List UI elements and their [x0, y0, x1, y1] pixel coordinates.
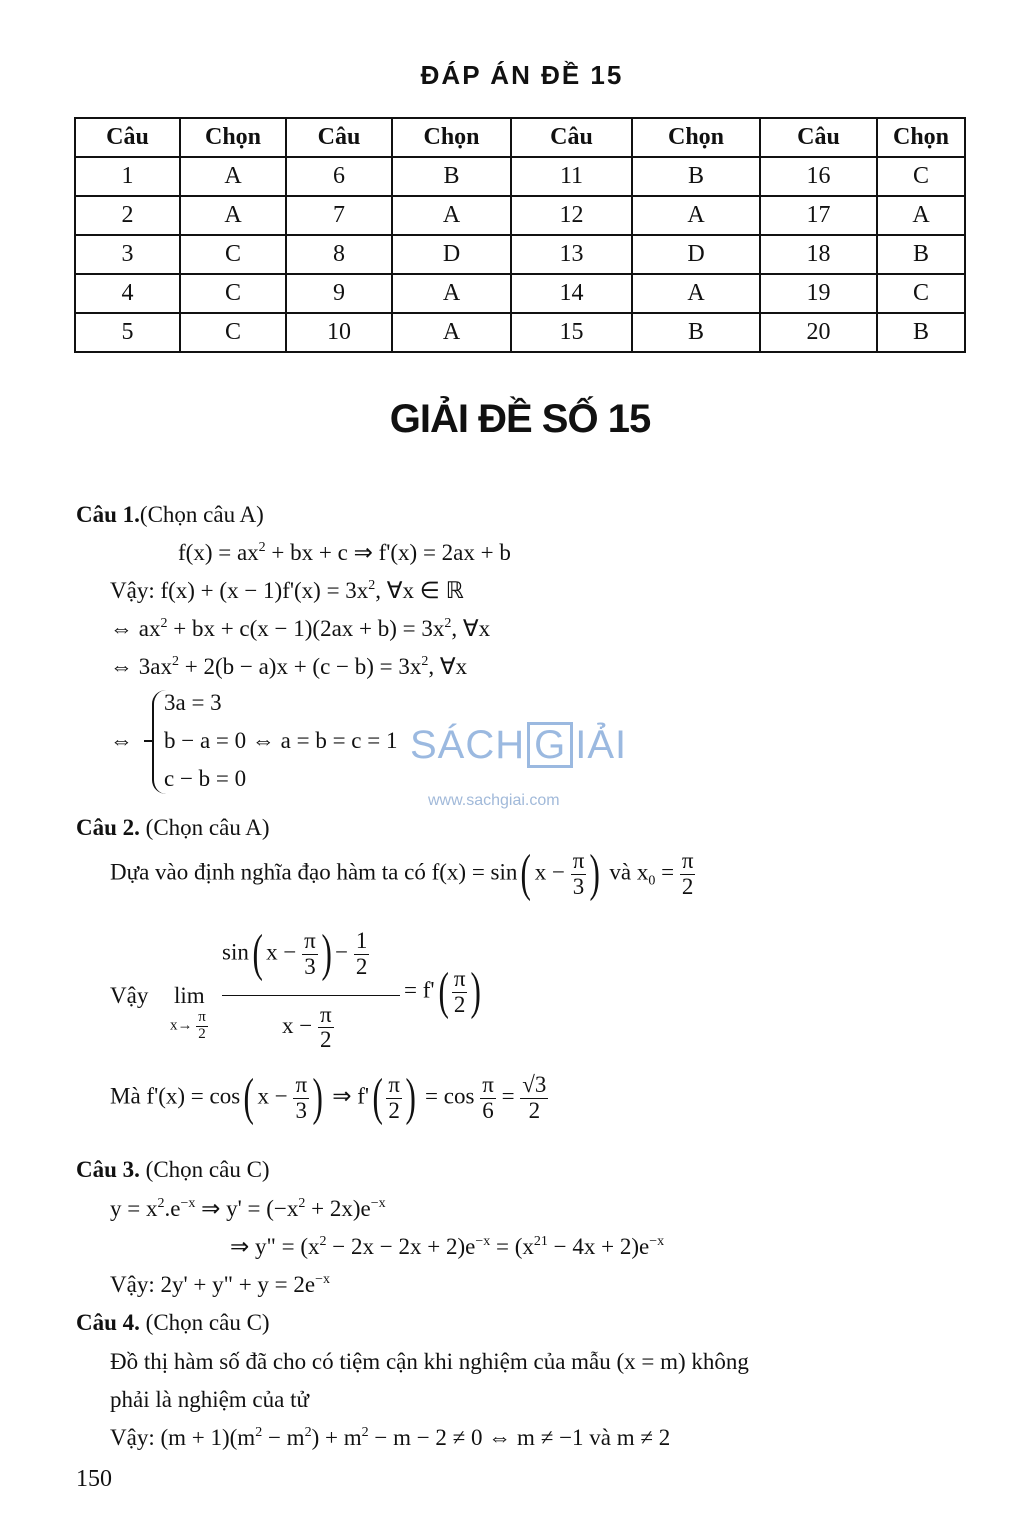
- q1-line-4-c: , ∀x: [428, 654, 468, 679]
- q1-system-1: 3a = 3: [164, 690, 222, 715]
- subscript: 0: [648, 873, 656, 889]
- q2-lim-result: [404, 963, 485, 1020]
- table-row: [75, 196, 965, 235]
- q4-text: Vậy: (m + 1)(m: [110, 1425, 256, 1450]
- q2-text: x −: [534, 859, 565, 885]
- watermark-logo: [410, 722, 627, 768]
- q4-label: Câu 4.: [76, 1310, 140, 1335]
- q4-text: ) + m: [311, 1425, 362, 1450]
- numerator: π: [482, 1072, 494, 1098]
- superscript: −x: [315, 1272, 331, 1287]
- header-cell: Câu: [511, 118, 632, 157]
- table-cell: D: [632, 235, 760, 274]
- table-cell: B: [877, 235, 965, 274]
- q3-text: + 2x)e: [305, 1196, 371, 1221]
- q1-line-4-a: ⇔ 3ax: [110, 654, 172, 679]
- denominator: 2: [196, 1026, 208, 1043]
- q1-system-equiv: ⇔: [110, 728, 133, 753]
- q3-heading: [76, 1157, 270, 1183]
- table-cell: A: [632, 274, 760, 313]
- paren-left: (: [243, 1069, 255, 1126]
- numerator: π: [572, 848, 585, 874]
- q2-lim-numerator: [222, 925, 369, 982]
- fraction: [520, 1073, 548, 1122]
- q4-heading: [76, 1310, 270, 1336]
- numerator: π: [295, 1072, 308, 1098]
- numerator: π: [453, 966, 466, 992]
- superscript: −x: [649, 1234, 665, 1249]
- q1-line-1-b: + bx + c ⇒ f'(x) = 2ax + b: [265, 540, 511, 565]
- q2-lim-denominator: [282, 1003, 334, 1052]
- table-cell: A: [180, 157, 286, 196]
- q2-text: =: [501, 1083, 515, 1109]
- q3-label: Câu 3.: [76, 1157, 140, 1182]
- solution-title: GIẢI ĐỀ SỐ 15: [389, 397, 651, 441]
- q2-vay: Vậy: [110, 983, 149, 1008]
- header-cell: Chọn: [180, 118, 286, 157]
- numerator: π: [681, 848, 694, 874]
- q3-text: ⇒ y" = (x: [230, 1234, 320, 1259]
- superscript: −x: [180, 1196, 196, 1211]
- fraction: [196, 1010, 208, 1043]
- paren-right: ): [321, 925, 332, 982]
- table-cell: 5: [75, 313, 180, 352]
- fraction: [571, 849, 587, 898]
- q1-line-4: [110, 654, 467, 680]
- paren-left: (: [437, 963, 449, 1020]
- table-cell: 6: [286, 157, 392, 196]
- system-brace-tip: [144, 740, 154, 742]
- paren-right: ): [470, 963, 482, 1020]
- q2-text: Dựa vào định nghĩa đạo hàm ta có f(x) = sin: [110, 859, 518, 885]
- q4-text: − m − 2 ≠ 0 ⇔ m ≠ −1 và m ≠ 2: [368, 1425, 671, 1450]
- q4-line-3: [110, 1425, 670, 1451]
- superscript: 2: [258, 540, 266, 555]
- q3-text: Vậy: 2y' + y" + y = 2e: [110, 1272, 316, 1297]
- table-cell: A: [180, 196, 286, 235]
- q4-line-2: phải là nghiệm của tử: [110, 1387, 309, 1412]
- watermark-box: G: [527, 722, 573, 768]
- table-cell: 1: [75, 157, 180, 196]
- table-cell: 4: [75, 274, 180, 313]
- table-cell: 8: [286, 235, 392, 274]
- denominator: 3: [302, 954, 318, 979]
- superscript: 2: [361, 1425, 369, 1440]
- q2-heading: [76, 815, 270, 841]
- table-row: [75, 157, 965, 196]
- fraction: [293, 1073, 309, 1122]
- q1-line-2-a: Vậy: f(x) + (x − 1)f'(x) = 3x: [110, 578, 369, 603]
- fraction: [452, 967, 468, 1016]
- table-cell: A: [877, 196, 965, 235]
- paren-left: (: [372, 1069, 383, 1126]
- q2-text: sin: [222, 939, 249, 965]
- q1-choice: (Chọn câu A): [139, 502, 264, 527]
- q3-line-2: [230, 1234, 664, 1260]
- q3-line-3: [110, 1272, 330, 1298]
- table-cell: C: [180, 274, 286, 313]
- header-cell: Câu: [75, 118, 180, 157]
- superscript: 2: [421, 654, 429, 669]
- paren-left: (: [520, 845, 532, 902]
- denominator: 2: [452, 992, 468, 1017]
- q2-choice: (Chọn câu A): [145, 815, 270, 840]
- table-cell: 10: [286, 313, 392, 352]
- q3-text: y = x: [110, 1196, 158, 1221]
- denominator: 3: [571, 874, 587, 899]
- table-cell: 2: [75, 196, 180, 235]
- q2-lim: lim: [174, 983, 205, 1008]
- fraction: [680, 849, 696, 898]
- q2-text: =: [655, 859, 675, 885]
- fraction: [318, 1003, 334, 1052]
- denominator: 2: [355, 953, 368, 979]
- header-cell: Chọn: [632, 118, 760, 157]
- paren-left: (: [252, 925, 263, 982]
- page-number: 150: [76, 1466, 112, 1492]
- q2-label: Câu 2.: [76, 815, 140, 840]
- q2-text: −: [335, 939, 349, 965]
- q1-system-2: b − a = 0 ⇔ a = b = c = 1: [164, 728, 398, 753]
- table-cell: B: [392, 157, 511, 196]
- numerator: π: [388, 1072, 400, 1098]
- q4-text: − m: [262, 1425, 305, 1450]
- table-cell: B: [632, 157, 760, 196]
- table-cell: 9: [286, 274, 392, 313]
- q1-line-1: [178, 540, 511, 566]
- q2-text: = f': [404, 977, 435, 1003]
- q1-line-3-c: , ∀x: [451, 616, 491, 641]
- q2-text: ⇒ f': [332, 1083, 370, 1109]
- superscript: 2: [304, 1425, 312, 1440]
- table-cell: 3: [75, 235, 180, 274]
- q1-line-2-b: , ∀x ∈ ℝ: [375, 578, 464, 603]
- answer-table: [74, 117, 966, 353]
- q2-text: = cos: [425, 1083, 475, 1109]
- q3-line-1: [110, 1196, 386, 1222]
- q3-text: − 4x + 2)e: [547, 1234, 650, 1259]
- superscript: 2: [444, 616, 452, 631]
- q3-text: − 2x − 2x + 2)e: [326, 1234, 476, 1259]
- q3-text: = (x: [490, 1234, 534, 1259]
- table-cell: C: [877, 274, 965, 313]
- q2-derivative-line: [110, 1069, 548, 1126]
- table-cell: C: [877, 157, 965, 196]
- header-cell: Câu: [760, 118, 877, 157]
- q2-line-1: [110, 845, 695, 902]
- table-row: [75, 274, 965, 313]
- denominator: 3: [293, 1098, 309, 1123]
- q4-line-1: Đồ thị hàm số đã cho có tiệm cận khi nghiệm của mẫu (x = m) không: [110, 1349, 749, 1374]
- lim-fraction-bar: [222, 995, 400, 996]
- fraction: [386, 1073, 402, 1122]
- numerator: √3: [522, 1072, 547, 1098]
- table-cell: 13: [511, 235, 632, 274]
- header-cell: Chọn: [877, 118, 965, 157]
- q1-heading: [76, 502, 264, 528]
- paren-right: ): [405, 1069, 416, 1126]
- superscript: 2: [255, 1425, 263, 1440]
- numerator: 1: [355, 928, 368, 954]
- q1-line-4-b: + 2(b − a)x + (c − b) = 3x: [178, 654, 422, 679]
- watermark-text: IẢI: [575, 723, 628, 767]
- q1-system-3: c − b = 0: [164, 766, 247, 791]
- table-cell: 18: [760, 235, 877, 274]
- numerator: π: [319, 1002, 332, 1027]
- table-cell: 12: [511, 196, 632, 235]
- table-cell: 14: [511, 274, 632, 313]
- denominator: 2: [386, 1098, 402, 1123]
- table-cell: 11: [511, 157, 632, 196]
- paren-right: ): [589, 845, 601, 902]
- denominator: 2: [520, 1098, 548, 1123]
- table-row: [75, 313, 965, 352]
- q2-text: x −: [266, 939, 297, 965]
- watermark-url: www.sachgiai.com: [428, 792, 560, 809]
- denominator: 2: [680, 874, 696, 899]
- fraction: [480, 1073, 496, 1122]
- table-cell: B: [632, 313, 760, 352]
- numerator: π: [304, 928, 316, 954]
- q1-line-3-b: + bx + c(x − 1)(2ax + b) = 3x: [167, 616, 445, 641]
- superscript: 2: [298, 1196, 306, 1211]
- fraction: [354, 929, 370, 978]
- fraction: [302, 929, 318, 978]
- superscript: 2: [171, 654, 179, 669]
- denominator: 6: [480, 1098, 496, 1123]
- table-cell: 16: [760, 157, 877, 196]
- watermark-text: SÁCH: [410, 723, 526, 767]
- q1-line-1-a: f(x) = ax: [178, 540, 259, 565]
- q2-text: x −: [257, 1083, 288, 1109]
- paren-right: ): [312, 1069, 323, 1126]
- q1-line-3-a: ⇔ ax: [110, 616, 161, 641]
- superscript: −x: [370, 1196, 386, 1211]
- q1-label: Câu 1.: [76, 502, 140, 527]
- q2-lim-subscript: [170, 1010, 208, 1043]
- table-cell: 19: [760, 274, 877, 313]
- table-cell: A: [392, 274, 511, 313]
- table-cell: 17: [760, 196, 877, 235]
- denominator: 2: [318, 1027, 334, 1052]
- table-cell: C: [180, 313, 286, 352]
- q3-text: ⇒ y' = (−x: [195, 1196, 299, 1221]
- table-cell: 20: [760, 313, 877, 352]
- header-cell: Chọn: [392, 118, 511, 157]
- table-cell: 7: [286, 196, 392, 235]
- q1-line-2: [110, 578, 464, 604]
- table-cell: A: [392, 313, 511, 352]
- superscript: 2: [160, 616, 168, 631]
- lim-sub-text: x→: [170, 1017, 193, 1034]
- superscript: 2: [319, 1234, 327, 1249]
- superscript: 2: [368, 578, 376, 593]
- answer-table-header: [75, 118, 965, 157]
- q2-text: x −: [282, 1012, 313, 1038]
- table-cell: A: [392, 196, 511, 235]
- answer-key-heading: ĐÁP ÁN ĐỀ 15: [420, 60, 624, 90]
- q3-text: .e: [164, 1196, 181, 1221]
- numerator: π: [198, 1009, 206, 1025]
- table-cell: C: [180, 235, 286, 274]
- q2-text: Mà f'(x) = cos: [110, 1083, 241, 1109]
- q3-choice: (Chọn câu C): [145, 1157, 270, 1182]
- table-cell: 15: [511, 313, 632, 352]
- table-row: [75, 235, 965, 274]
- q1-line-3: [110, 616, 490, 642]
- table-cell: D: [392, 235, 511, 274]
- superscript: −x: [475, 1234, 491, 1249]
- table-cell: A: [632, 196, 760, 235]
- superscript: 21: [533, 1234, 548, 1249]
- superscript: 2: [157, 1196, 165, 1211]
- q4-choice: (Chọn câu C): [145, 1310, 270, 1335]
- q2-text: và x: [609, 859, 649, 885]
- table-cell: B: [877, 313, 965, 352]
- header-cell: Câu: [286, 118, 392, 157]
